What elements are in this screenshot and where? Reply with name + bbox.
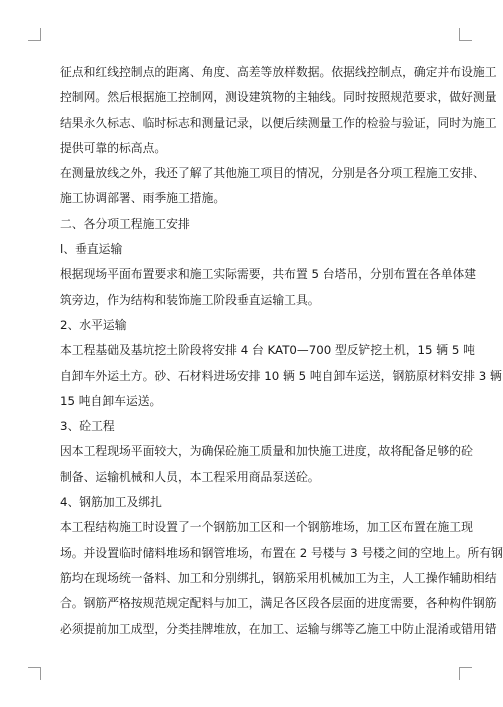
text-line: 控制网。然后根据施工控制网，测设建筑物的主轴线。同时按照规范要求，做好测量 xyxy=(60,90,497,105)
text-line: 施工协调部署、雨季施工措施。 xyxy=(60,191,226,206)
text-line: 本工程基础及基坑挖土阶段将安排 4 台 KAT0—700 型反铲挖土机，15 辆 5 吨 xyxy=(60,343,475,358)
text-line: 15 吨自卸车运送。 xyxy=(60,393,162,408)
text-line: 自卸车外运土方。砂、石材料进场安排 10 辆 5 吨自卸车运送，钢筋原材料安排 3 辆 xyxy=(60,368,502,383)
text-line: 筑旁边，作为结构和装饰施工阶段垂直运输工具。 xyxy=(60,292,320,307)
section-heading: 二、各分项工程施工安排 xyxy=(60,216,190,231)
text-line: 合。钢筋严格按规范规定配料与加工，满足各区段各层面的进度需要，各种构件钢筋 xyxy=(60,596,497,611)
text-line: 因本工程现场平面较大，为确保砼施工质量和加快施工进度，故将配备足够的砼 xyxy=(60,444,473,459)
text-line: 结果永久标志、临时标志和测量记录，以便后续测量工作的检验与验证，同时为施工 xyxy=(60,115,497,130)
subsection-heading: 4、钢筋加工及绑扎 xyxy=(60,495,162,510)
subsection-heading: l、垂直运输 xyxy=(60,242,123,257)
text-line: 筋均在现场统一备料、加工和分别绑扎，钢筋采用机械加工为主，人工操作辅助相结 xyxy=(60,570,497,585)
text-line: 必须提前加工成型，分类挂牌堆放，在加工、运输与绑等乙施工中防止混淆或错用错 xyxy=(60,621,497,636)
text-line: 征点和红线控制点的距离、角度、高差等放样数据。依据线控制点，确定并布设施工 xyxy=(60,65,497,79)
crop-mark-top-left xyxy=(28,28,41,41)
crop-mark-top-right xyxy=(459,28,472,41)
text-line: 根据现场平面布置要求和施工实际需要，共布置 5 台塔吊，分别布置在各单体建 xyxy=(60,267,477,282)
text-line: 本工程结构施工时设置了一个钢筋加工区和一个钢筋堆场，加工区布置在施工现 xyxy=(60,520,473,535)
text-line: 在测量放线之外，我还了解了其他施工项目的情况，分别是各分项工程施工安排、 xyxy=(60,166,485,181)
subsection-heading: 3、砼工程 xyxy=(60,419,115,434)
subsection-heading: 2、水平运输 xyxy=(60,317,127,332)
text-line: 制备、运输机械和人员，本工程采用商品泵送砼。 xyxy=(60,469,320,484)
document-body xyxy=(60,60,503,642)
text-line: 提供可靠的标高点。 xyxy=(60,140,167,155)
text-line: 场。并设置临时储料堆场和钢管堆场，布置在 2 号楼与 3 号楼之间的空地上。所有钢 xyxy=(60,545,503,560)
crop-mark-bottom-right xyxy=(459,667,472,680)
crop-mark-bottom-left xyxy=(28,667,41,680)
